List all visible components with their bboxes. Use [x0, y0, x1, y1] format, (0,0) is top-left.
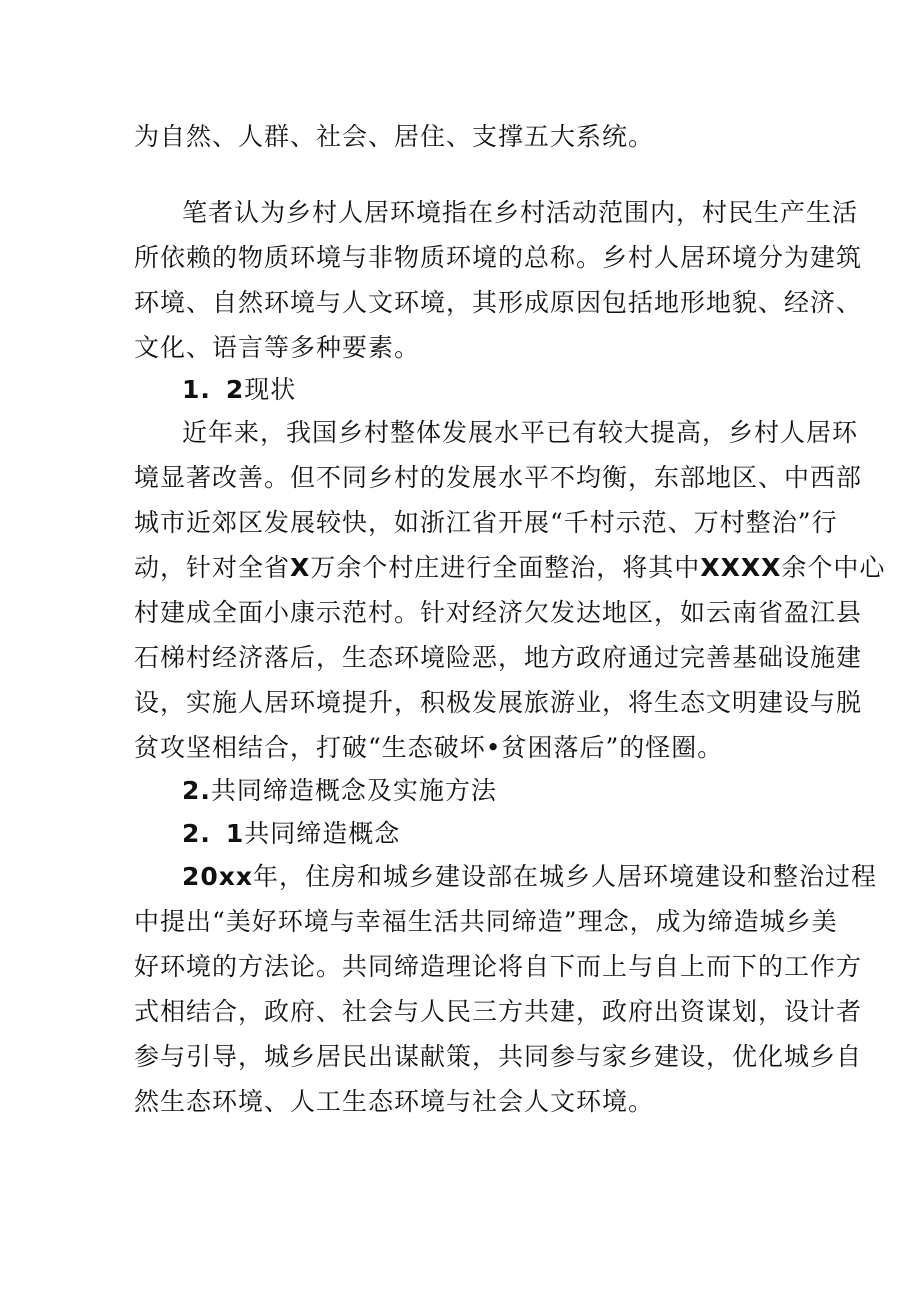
text: 石梯村经济落后，生态环境险恶，地方政府通过完善基础设施建 [134, 643, 863, 672]
heading-number: 1. [182, 375, 211, 404]
text: 文化、语言等多种要素。 [134, 333, 421, 362]
paragraph-line [134, 553, 885, 583]
heading-number: 2 [225, 375, 245, 404]
text: 好环境的方法论。共同缔造理论将自下而上与自上而下的工作方 [134, 952, 863, 981]
paragraph-line [134, 1042, 862, 1072]
paragraph-line [182, 862, 877, 892]
paragraph-line [182, 418, 858, 448]
paragraph-line [134, 463, 862, 493]
text: 村建成全面小康示范村。针对经济欠发达地区，如云南省盈江县 [134, 598, 863, 627]
heading-title: 共同缔造概念及实施方法 [210, 776, 497, 805]
heading-title: 现状 [244, 375, 297, 404]
section-heading-1-2 [182, 375, 296, 405]
text: 所依赖的物质环境与非物质环境的总称。乡村人居环境分为建筑 [134, 243, 863, 272]
heading-number: 2. [182, 776, 211, 805]
text: 动，针对全省 [134, 553, 291, 582]
section-heading-2 [182, 776, 497, 806]
year-placeholder: 20xx [182, 862, 254, 891]
heading-title: 共同缔造概念 [244, 819, 401, 848]
paragraph-line [134, 333, 420, 363]
paragraph-line [134, 1087, 654, 1117]
text: 城市近郊区发展较快，如浙江省开展“千村示范、万村整治”行 [134, 508, 838, 537]
paragraph-line [134, 733, 723, 763]
text: 为自然、人群、社会、居住、支撑五大系统。 [134, 122, 655, 151]
paragraph-line [134, 243, 862, 273]
paragraph-line [134, 288, 862, 318]
text: 境显著改善。但不同乡村的发展水平不均衡，东部地区、中西部 [134, 463, 863, 492]
paragraph-line [134, 643, 862, 673]
text: 余个中心 [781, 553, 886, 582]
paragraph-line [134, 598, 862, 628]
text: 设，实施人居环境提升，积极发展旅游业，将生态文明建设与脱 [134, 688, 863, 717]
text: 万余个村庄进行全面整治，将其中 [310, 553, 701, 582]
text: 环境、自然环境与人文环境，其形成原因包括地形地貌、经济、 [134, 288, 863, 317]
text: 参与引导，城乡居民出谋献策，共同参与家乡建设，优化城乡自 [134, 1042, 863, 1071]
heading-number: 2. [182, 819, 211, 848]
paragraph-line [134, 952, 862, 982]
placeholder-x: X [290, 553, 311, 582]
paragraph-line [182, 198, 858, 228]
heading-number: 1 [225, 819, 245, 848]
text: 笔者认为乡村人居环境指在乡村活动范围内，村民生产生活 [182, 198, 859, 227]
text: 贫攻坚相结合，打破“生态破坏•贫困落后”的怪圈。 [134, 733, 724, 762]
paragraph-line [134, 508, 838, 538]
text: 然生态环境、人工生态环境与社会人文环境。 [134, 1087, 655, 1116]
section-heading-2-1 [182, 819, 400, 849]
text: 近年来，我国乡村整体发展水平已有较大提高，乡村人居环 [182, 418, 859, 447]
text: 中提出“美好环境与幸福生活共同缔造”理念，成为缔造城乡美 [134, 907, 838, 936]
paragraph-line [134, 122, 654, 152]
paragraph-line [134, 688, 862, 718]
text: 年，住房和城乡建设部在城乡人居环境建设和整治过程 [253, 862, 878, 891]
placeholder-xxxx: XXXX [700, 553, 782, 582]
text: 式相结合，政府、社会与人民三方共建，政府出资谋划，设计者 [134, 997, 863, 1026]
paragraph-line [134, 907, 838, 937]
paragraph-line [134, 997, 862, 1027]
